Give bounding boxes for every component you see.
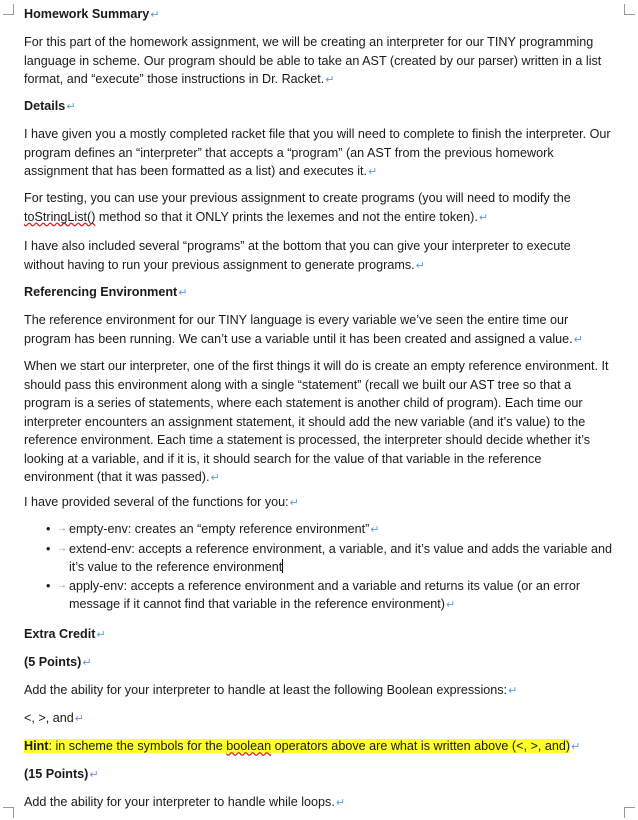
spelling-flag-boolean: boolean — [226, 739, 272, 753]
heading-referencing-environment: Referencing Environment↵ — [24, 285, 188, 299]
details-paragraph-1: I have given you a mostly completed racket file that you will need to complete to finish the interpreter. Our program defines an “interpreter” that accepts a “program” (an AST from the previous homework assignment that has been formatted as a list) and executes it.↵ — [24, 127, 611, 178]
list-item: • → extend-env: accepts a reference environment, a variable, and it’s value and adds the variable and it’s value to the reference environment — [46, 541, 613, 574]
spelling-flag-tostringlist: toStringList() — [24, 209, 96, 224]
refenv-paragraph-3: I have provided several of the functions for you:↵ — [24, 495, 299, 509]
tab-arrow-icon: → — [57, 542, 67, 554]
list-item: • → apply-env: accepts a reference environment and a variable and returns its value (or an error message if it cannot find that variable in the reference environment)↵ — [46, 578, 581, 611]
function-list — [24, 520, 614, 615]
page-corner-bottom-left — [3, 807, 14, 818]
refenv-paragraph-2: When we start our interpreter, one of the first things it will do is create an empty reference environment. It should pass this environment along with a single “statement” (recall we built our AST tree so that a program is a series of statements, where each statement is another child of program). Each time our interpreter encounters an assignment statement, it should add the new variable (and it’s value) to the reference environment. Each time a statement is processed, the interpreter should decide whether it’s looking at a variable, and if it is, it should search for the value of that variable in the reference environment (that it was passed).↵ — [24, 359, 609, 484]
hint-label: Hint — [24, 739, 49, 753]
page-corner-top-right — [624, 4, 635, 15]
details-paragraph-2: For testing, you can use your previous assignment to create programs (you will need to modify the toStringList() method so that it ONLY prints the lexemes and not the entire token).↵ — [24, 191, 571, 224]
heading-details: Details↵ — [24, 99, 76, 113]
extra-task-1: Add the ability for your interpreter to handle at least the following Boolean expressions:↵ — [24, 683, 518, 697]
text-cursor — [282, 559, 283, 573]
points-5: (5 Points)↵ — [24, 655, 92, 669]
tab-arrow-icon: → — [57, 523, 67, 534]
boolean-operators: <, >, and↵ — [24, 711, 84, 725]
tab-arrow-icon: → — [57, 579, 67, 591]
hint-paragraph: Hint: in scheme the symbols for the boolean operators above are what is written above (<, >, and)↵ — [24, 739, 581, 753]
page-corner-top-left — [3, 4, 14, 15]
details-paragraph-3: I have also included several “programs” at the bottom that you can give your interpreter to execute without having to run your previous assignment to generate programs.↵ — [24, 239, 571, 272]
page-corner-bottom-right — [624, 807, 635, 818]
refenv-paragraph-1: The reference environment for our TINY language is every variable we’ve seen the entire time our program has been running. We can’t use a variable until it has been created and assigned a value.↵ — [24, 313, 583, 346]
list-item: • → empty-env: creates an “empty reference environment”↵ — [24, 520, 614, 540]
extra-task-2: Add the ability for your interpreter to handle while loops.↵ — [24, 795, 346, 809]
bullet-icon: • — [46, 578, 51, 593]
heading-homework-summary: Homework Summary↵ — [24, 7, 160, 21]
bullet-icon: • — [46, 541, 51, 556]
summary-paragraph: For this part of the homework assignment, we will be creating an interpreter for our TINY programming language in scheme. Our program should be able to take an AST (created by our parser) written in a list format, and “execute” those instructions in Dr. Racket.↵ — [24, 35, 602, 86]
bullet-icon: • — [46, 522, 51, 536]
heading-extra-credit: Extra Credit↵ — [24, 627, 106, 641]
points-15: (15 Points)↵ — [24, 767, 99, 781]
